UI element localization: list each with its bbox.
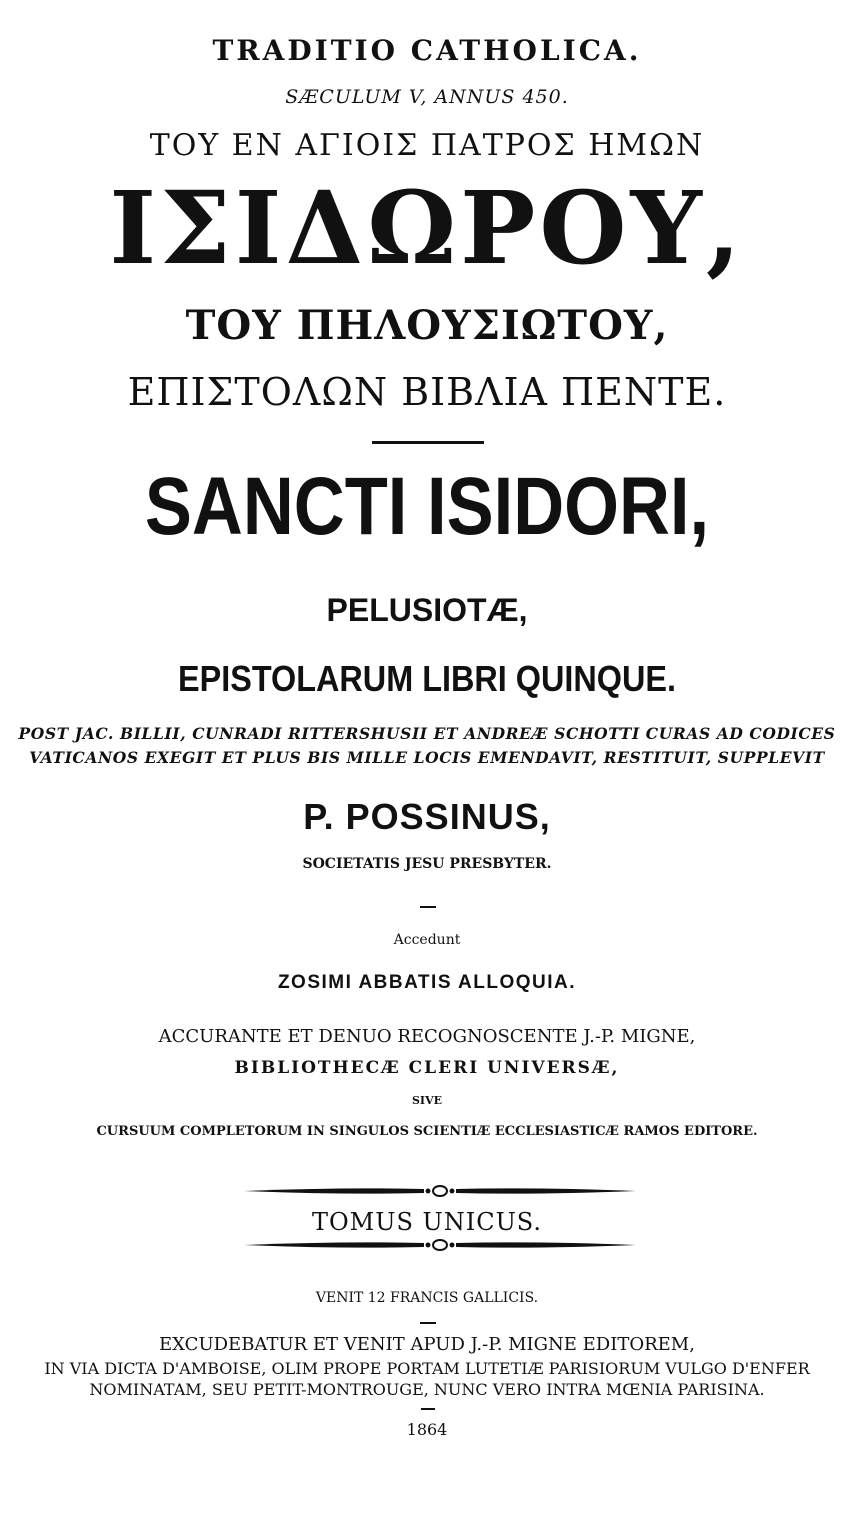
- greek-work-title: ΕΠΙΣΤΟΛΩΝ ΒΙΒΛΙΑ ΠΕΝΤΕ.: [127, 370, 727, 414]
- imprint-line2: IN VIA DICTA D'AMBOISE, OLIM PROPE PORTAM LUTETIÆ PARISIORUM VULGO D'ENFER: [44, 1359, 810, 1378]
- short-dash: [420, 906, 436, 908]
- latin-author-epithet: PELUSIOTÆ,: [326, 592, 528, 628]
- migne-accurante: ACCURANTE ET DENUO RECOGNOSCENTE J.-P. MIGNE,: [158, 1026, 696, 1047]
- short-dash-3: [421, 1408, 435, 1410]
- publication-year: 1864: [406, 1420, 448, 1439]
- latin-work-title: EPISTOLARUM LIBRI QUINQUE.: [177, 658, 677, 699]
- greek-author-epithet: ΤΟΥ ΠΗΛΟΥΣΙΩΤΟΥ,: [185, 302, 669, 349]
- editor-name: P. POSSINUS,: [303, 796, 551, 837]
- separator-rule: [372, 441, 484, 444]
- volume-label: TOMUS UNICUS.: [311, 1208, 543, 1236]
- imprint-line1: EXCUDEBATUR ET VENIT APUD J.-P. MIGNE EDITOREM,: [159, 1334, 695, 1355]
- ornamental-rule-top: [244, 1184, 636, 1198]
- series-title: TRADITIO CATHOLICA.: [212, 34, 642, 67]
- editor-role: SOCIETATIS JESU PRESBYTER.: [302, 856, 552, 872]
- migne-bibliotheca: BIBLIOTHECÆ CLERI UNIVERSÆ,: [234, 1058, 620, 1078]
- greek-invocation: ΤΟΥ ΕΝ ΑΓΙΟΙΣ ΠΑΤΡΟΣ ΗΜΩΝ: [149, 128, 705, 163]
- imprint-line3: NOMINATAM, SEU PETIT-MONTROUGE, NUNC VERO INTRA MŒNIA PARISINA.: [89, 1380, 765, 1399]
- editorial-note-line1: POST JAC. BILLII, CUNRADI RITTERSHUSII ET ANDREÆ SCHOTTI CURAS AD CODICES: [18, 724, 836, 743]
- editorial-note-line2: VATICANOS EXEGIT ET PLUS BIS MILLE LOCIS EMENDAVIT, RESTITUIT, SUPPLEVIT: [29, 748, 825, 767]
- century-year: SÆCULUM V, ANNUS 450.: [285, 86, 569, 108]
- appendix-title: ZOSIMI ABBATIS ALLOQUIA.: [277, 972, 577, 993]
- short-dash-2: [420, 1322, 436, 1324]
- ornamental-rule-bottom: [244, 1238, 636, 1252]
- greek-author-name: ΙΣΙΔΩΡΟΥ,: [109, 169, 745, 287]
- migne-cursuum: CURSUUM COMPLETORUM IN SINGULOS SCIENTIÆ ECCLESIASTICÆ RAMOS EDITORE.: [96, 1124, 758, 1139]
- price-line: VENIT 12 FRANCIS GALLICIS.: [315, 1290, 539, 1306]
- accedunt-label: Accedunt: [393, 932, 461, 948]
- migne-sive: SIVE: [411, 1094, 442, 1107]
- latin-author-name: SANCTI ISIDORI,: [144, 461, 710, 552]
